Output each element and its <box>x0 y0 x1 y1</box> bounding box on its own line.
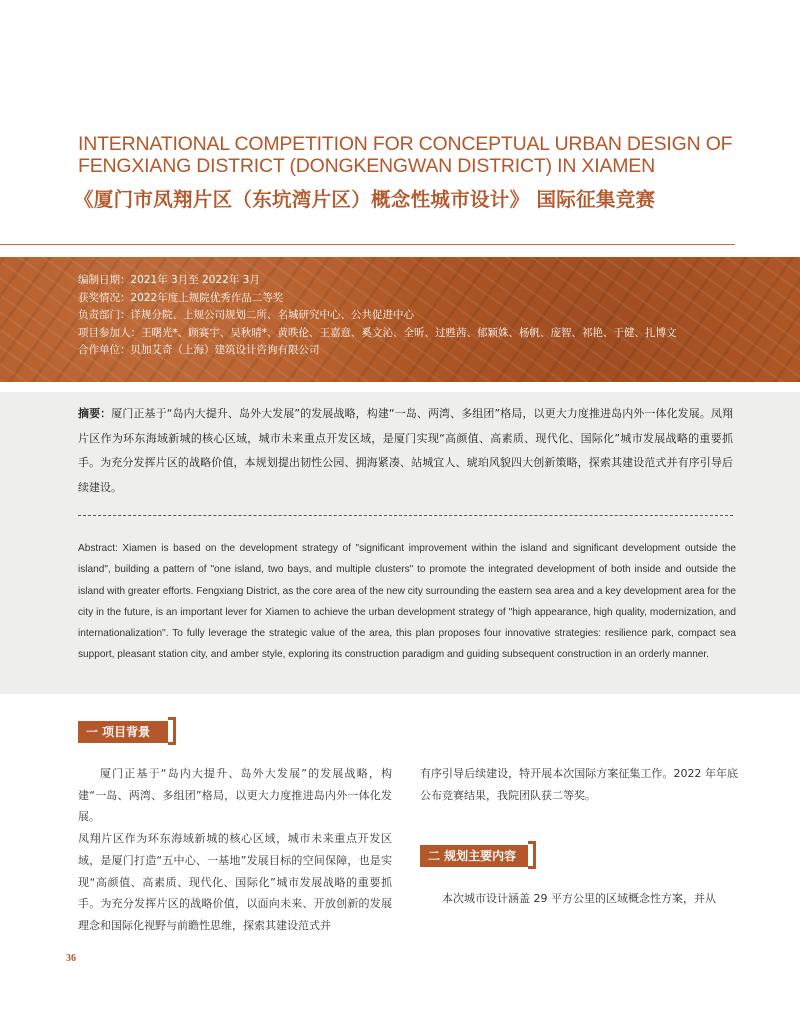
meta-award: 获奖情况：2022年度上规院优秀作品二等奖 <box>78 291 284 304</box>
abstract-chinese-text: 厦门正基于“岛内大提升、岛外大发展”的发展战略，构建“一岛、两湾、多组团”格局，以更大力度推进岛内外一体化发展。凤翔片区作为环东海域新城的核心区域，城市未来重点开发区域，是厦门实现“高颜值、高素质、现代化、国际化”城市发展战略的重要抓手。为充分发挥片区的战略价值，本规划提出韧性公园、拥海紧凑、站城宜人、琥珀风貌四大创新策略，探索其建设范式并有序引导后续建设。 <box>78 407 733 494</box>
meta-department: 负责部门：详规分院、上规公司规划二所、名城研究中心、公共促进中心 <box>78 309 414 321</box>
abstract-divider <box>78 515 733 516</box>
abstract-chinese <box>78 402 733 500</box>
page-number: 36 <box>66 953 76 964</box>
meta-participants: 项目参加人：王曙光*、顾赛宇、吴秋晴*、黄昳伦、王嘉意、奚文沁、全昕、过甦茜、郁颖姝、杨帆、庞智、祁艳、于健、扎博文 <box>78 326 677 339</box>
section-heading-background <box>78 721 172 743</box>
paragraph: 厦门正基于“岛内大提升、岛外大发展”的发展战略，构建“一岛、两湾、多组团”格局，以更大力度推进岛内外一体化发展。 <box>78 767 392 824</box>
title-divider <box>0 244 735 245</box>
english-title-line-2: FENGXIANG DISTRICT (DONGKENGWAN DISTRICT) IN XIAMEN <box>78 155 655 177</box>
paragraph: 凤翔片区作为环东海域新城的核心区域，城市未来重点开发区域，是厦门打造“五中心、一基地”发展目标的空间保障，也是实现“高颜值、高素质、现代化、国际化”城市发展战略的重要抓手。为充分发挥片区的战略价值，以面向未来、开放创新的发展理念和国际化视野与前瞻性思维，探索其建设范式并 <box>78 832 392 932</box>
body-column-right-paragraph: 有序引导后续建设，特开展本次国际方案征集工作。2022 年年底公布竞赛结果，我院团队获二等奖。 <box>420 767 738 802</box>
bracket-decoration <box>528 841 536 869</box>
body-column-right-paragraph-2: 本次城市设计涵盖 29 平方公里的区域概念性方案，并从 <box>442 892 716 905</box>
section-heading-content <box>420 845 532 867</box>
project-meta <box>78 272 677 360</box>
section-2-title: 二 规划主要内容 <box>428 849 517 863</box>
bracket-decoration <box>168 717 176 745</box>
section-1-title: 一 项目背景 <box>86 725 151 739</box>
meta-date: 编制日期：2021年 3月至 2022年 3月 <box>78 274 260 286</box>
abstract-english: Abstract: Xiamen is based on the development strategy of "significant improvement within the island and significant development outside the island", building a pattern of "one island, two bays, and multiple clusters" to promote the integrated development of both inside and outside the island with greater efforts. Fengxiang District, as the core area of the new city surrounding the eastern sea area and a key development area for the city in the future, is an important lever for Xiamen to achieve the urban development strategy of "high appearance, high quality, modernization, and internationalization". To fully leverage the strategic value of the area, this plan proposes four innovative strategies: resilience park, compact sea support, pleasant station city, and amber style, exploring its construction paradigm and guiding subsequent construction in an orderly manner. <box>78 543 736 661</box>
english-title <box>78 133 758 177</box>
meta-partner: 合作单位：贝加艾奇（上海）建筑设计咨询有限公司 <box>78 344 320 356</box>
body-column-left <box>78 763 392 937</box>
abstract-label: 摘要： <box>78 407 112 420</box>
chinese-title: 《厦门市凤翔片区（东坑湾片区）概念性城市设计》 国际征集竞赛 <box>74 188 656 211</box>
english-title-line-1: INTERNATIONAL COMPETITION FOR CONCEPTUAL URBAN DESIGN OF <box>78 133 733 155</box>
